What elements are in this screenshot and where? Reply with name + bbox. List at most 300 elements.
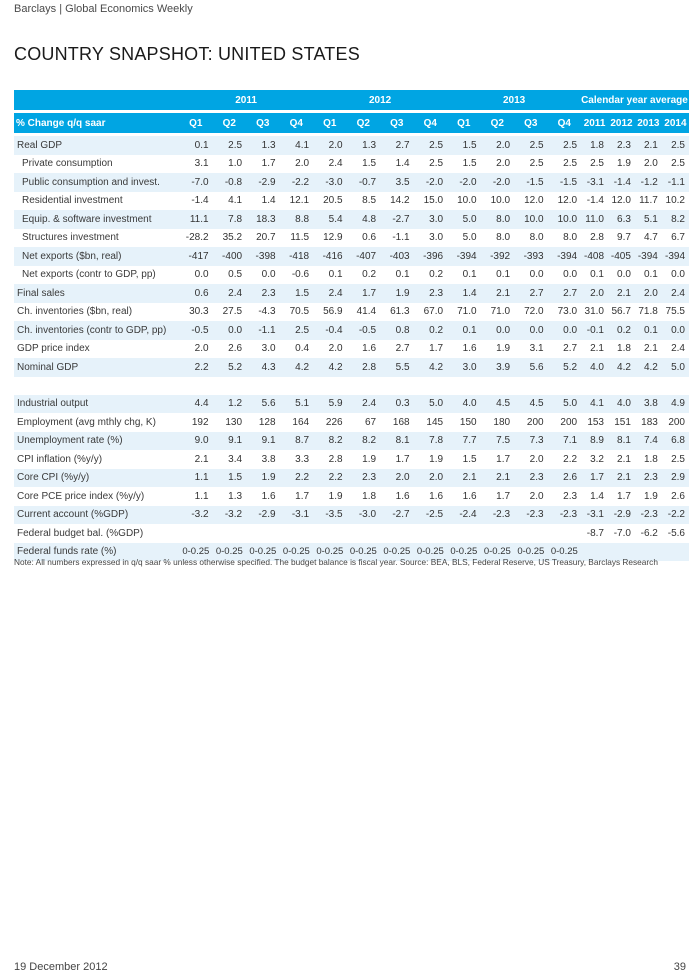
table-cell: 5.2 [213,358,247,377]
table-cell: 2.7 [395,343,410,355]
table-cell: 1.2 [213,395,247,414]
table-cell: 153 [587,416,604,428]
table-cell: 1.7 [617,490,631,502]
table-cell: 6.7 [671,232,685,244]
table-cell: 71.8 [638,306,658,318]
table-cell: 3.0 [414,210,448,229]
table-cell: 1.7 [429,343,444,355]
table-cell: 1.7 [496,453,511,465]
table-cell: 145 [426,416,444,428]
table-cell: 0.1 [496,269,511,281]
table-cell: 2.3 [414,284,448,303]
column-header-11: Q4 [548,113,582,133]
table-cell: -2.3 [548,506,582,525]
table-cell: -2.3 [514,506,548,525]
table-cell: 5.0 [447,210,481,229]
column-header-3: Q4 [280,113,314,133]
table-cell: 2.4 [671,343,685,355]
table-cell: 200 [668,416,685,428]
table-note: Note: All numbers expressed in q/q saar % unless otherwise specified. The budget balance is fiscal year. Source: BEA, BLS, Federal Reserve, US Treasury, Barclays Research [14,557,658,567]
table-cell: -0.4 [313,321,347,340]
row-label: Federal funds rate (%) [14,543,179,562]
table-cell: 1.9 [429,453,444,465]
table-cell: 2.3 [347,469,381,488]
table-cell: 1.6 [362,343,377,355]
table-cell: 180 [493,416,511,428]
table-cell: 2.1 [481,469,515,488]
table-cell: -2.5 [414,506,448,525]
table-cell: 10.0 [548,210,582,229]
table-cell: 2.3 [514,469,548,488]
table-cell: 0-0.25 [548,543,582,562]
table-cell: 2.1 [635,136,662,155]
table-cell: -1.4 [191,195,209,207]
table-cell: 2.2 [179,358,213,377]
table-cell: -405 [608,247,635,266]
table-row [14,303,689,322]
table-cell: 4.2 [280,358,314,377]
table-cell: 2.1 [608,284,635,303]
table-cell: 0.0 [617,269,631,281]
table-cell: 7.1 [548,432,582,451]
table-cell: 2.2 [563,453,578,465]
table-cell: -2.4 [447,506,481,525]
table-cell: 2.0 [529,453,544,465]
table-cell: -417 [179,247,213,266]
table-cell: 1.9 [617,158,631,170]
table-cell: 8.9 [581,432,608,451]
table-cell: 1.4 [395,158,410,170]
table-cell: 3.0 [447,358,481,377]
table-cell: -0.5 [179,321,213,340]
band-blank-cell [14,90,179,110]
table-cell: -3.2 [179,506,213,525]
row-label: Nominal GDP [14,358,179,377]
column-header-14: 2013 [635,113,662,133]
table-cell: 2.8 [347,358,381,377]
table-cell: 1.7 [347,284,381,303]
table-cell: -2.3 [481,506,515,525]
table-cell: 1.7 [395,453,410,465]
table-cell: 8.7 [280,432,314,451]
table-cell: 1.5 [462,453,477,465]
column-header-5: Q2 [347,113,381,133]
table-cell: 8.0 [481,210,515,229]
table-cell [414,524,448,543]
table-cell: -0.7 [347,173,381,192]
table-cell: 192 [191,416,209,428]
table-cell: 0.0 [194,269,209,281]
table-cell: 1.4 [447,284,481,303]
table-cell: 9.0 [179,432,213,451]
table-cell: 18.3 [246,210,280,229]
table-cell: 1.7 [261,158,276,170]
row-label: Net exports ($bn, real) [14,247,179,266]
table-cell: 1.0 [228,158,243,170]
table-cell: 5.0 [414,395,448,414]
table-cell: -418 [280,247,314,266]
table-cell: 0-0.25 [380,543,414,562]
table-cell: 2.0 [496,158,511,170]
table-cell: -2.0 [447,173,481,192]
table-cell: -2.0 [481,173,515,192]
table-cell: 8.1 [608,432,635,451]
table-cell: 0.1 [590,269,604,281]
table-row [14,136,689,155]
table-cell: 2.0 [529,490,544,502]
column-header-9: Q2 [481,113,515,133]
table-cell: 0.3 [380,395,414,414]
table-cell: 164 [292,416,310,428]
table-row [14,192,689,211]
table-row [14,247,689,266]
table-cell: -2.0 [414,173,448,192]
table-cell: 1.6 [462,490,477,502]
band-2013: 2013 [447,90,581,110]
table-cell: 2.0 [295,158,310,170]
table-cell [514,524,548,543]
table-cell: 5.2 [548,358,582,377]
table-cell: -2.9 [608,506,635,525]
table-cell: -3.1 [581,173,608,192]
table-cell: 0.0 [514,321,548,340]
column-header-10: Q3 [514,113,548,133]
table-cell: 1.9 [246,469,280,488]
table-cell: 5.0 [462,232,477,244]
table-cell: 7.3 [514,432,548,451]
table-cell: 6.3 [608,210,635,229]
table-cell: -2.2 [662,506,689,525]
table-cell: -396 [414,247,448,266]
table-cell: -394 [662,247,689,266]
table-cell: 2.0 [328,343,343,355]
table-cell: 4.1 [228,195,243,207]
table-cell [347,524,381,543]
table-cell: 8.0 [496,232,511,244]
row-label: Real GDP [14,136,179,155]
table-row [14,506,689,525]
table-cell: 1.8 [581,136,608,155]
column-header-8: Q1 [447,113,481,133]
table-cell: 8.0 [563,232,578,244]
band-2011: 2011 [179,90,313,110]
table-cell: 5.1 [635,210,662,229]
table-cell: 3.0 [429,232,444,244]
table-cell [280,524,314,543]
table-cell: -7.0 [613,527,631,539]
table-row [14,155,689,174]
row-label: Federal budget bal. (%GDP) [17,527,144,539]
table-cell: 8.0 [529,232,544,244]
table-cell: 3.1 [529,343,544,355]
table-cell: 2.5 [213,136,247,155]
country-snapshot-table [14,90,689,561]
table-cell: 2.3 [635,469,662,488]
table-cell: -8.7 [586,527,604,539]
table-cell: 2.7 [514,284,548,303]
table-cell: -4.3 [258,306,276,318]
table-cell: 2.9 [662,469,689,488]
table-cell: 183 [641,416,658,428]
table-cell: -3.0 [347,506,381,525]
table-cell: 70.5 [289,306,310,318]
table-row [14,358,689,377]
table-cell: 3.5 [380,173,414,192]
table-cell: -3.1 [581,506,608,525]
table-cell: 0.6 [179,284,213,303]
table-cell: -2.2 [280,173,314,192]
table-cell: 0.0 [548,321,582,340]
table-cell: 0-0.25 [313,543,347,562]
table-cell: 1.9 [328,490,343,502]
table-cell: 3.0 [261,343,276,355]
table-cell: -28.2 [185,232,209,244]
table-cell: 2.1 [447,469,481,488]
table-cell: -394 [447,247,481,266]
table-cell: 0.1 [179,136,213,155]
table-cell: 2.2 [313,469,347,488]
table-cell: 4.0 [447,395,481,414]
table-cell: 0.1 [635,321,662,340]
table-cell: 1.9 [380,284,414,303]
table-cell: 0.2 [414,321,448,340]
table-cell: -3.0 [313,173,347,192]
table-cell: 3.1 [194,158,209,170]
table-cell: -2.7 [380,210,414,229]
table-cell: 67 [364,416,377,428]
table-cell: 0.1 [462,269,477,281]
table-cell: 226 [325,416,343,428]
table-cell [213,524,247,543]
table-row [14,321,689,340]
table-cell: -1.4 [608,173,635,192]
row-label: Ch. inventories ($bn, real) [17,306,133,318]
table-cell: 8.8 [280,210,314,229]
table-cell: 0-0.25 [246,543,280,562]
table-cell: -6.2 [640,527,658,539]
table-cell: 1.5 [447,136,481,155]
table-cell: 3.4 [228,453,243,465]
table-cell: 1.7 [295,490,310,502]
table-cell [246,524,280,543]
band-calendar-year-average: Calendar year average [581,90,689,110]
table-cell: 11.1 [179,210,213,229]
table-row [14,395,689,414]
table-row [14,432,689,451]
table-cell: 2.0 [380,469,414,488]
table-cell: 41.4 [356,306,377,318]
table-cell: 7.4 [635,432,662,451]
table-cell: 4.2 [608,358,635,377]
table-cell: 1.1 [194,490,209,502]
table-cell: 8.2 [662,210,689,229]
table-cell: 2.5 [662,136,689,155]
table-cell: 2.1 [617,453,631,465]
table-cell: 1.8 [617,343,631,355]
table-cell: 130 [225,416,243,428]
table-cell: 1.4 [590,490,604,502]
table-cell: 0-0.25 [179,543,213,562]
table-cell: -400 [213,247,247,266]
table-cell: 2.4 [347,395,381,414]
table-cell: -7.0 [179,173,213,192]
table-cell: 1.7 [496,490,511,502]
table-cell: -2.9 [246,173,280,192]
table-row [14,229,689,248]
table-row [14,284,689,303]
table-cell: 4.1 [581,395,608,414]
table-cell: 2.3 [608,136,635,155]
table-cell: 2.5 [671,158,685,170]
table-cell: 0.0 [662,321,689,340]
table-cell: -1.1 [662,173,689,192]
table-cell: 1.6 [261,490,276,502]
table-row [14,450,689,469]
table-cell: -2.7 [380,506,414,525]
table-cell: 3.3 [295,453,310,465]
table-cell: -0.8 [213,173,247,192]
table-cell: 1.8 [643,453,658,465]
table-cell: 1.3 [228,490,243,502]
table-cell: 71.0 [457,306,477,318]
table-cell: 4.5 [481,395,515,414]
table-cell: 4.0 [608,395,635,414]
table-cell: 20.5 [323,195,343,207]
table-cell: 4.4 [179,395,213,414]
row-label: Employment (avg mthly chg, K) [17,416,156,428]
table-cell: -2.3 [635,506,662,525]
table-cell: 0.0 [481,321,515,340]
table-cell: 1.5 [362,158,377,170]
table-cell: 8.1 [380,432,414,451]
table-cell: 61.3 [390,306,410,318]
table-cell: 1.3 [246,136,280,155]
table-cell: 4.2 [414,358,448,377]
table-cell: 0.5 [228,269,243,281]
table-cell: 4.2 [635,358,662,377]
table-cell: 11.7 [639,195,658,207]
table-cell: -392 [481,247,515,266]
table-cell: 12.0 [524,195,544,207]
table-cell: 168 [392,416,410,428]
table-cell: 128 [258,416,276,428]
table-cell: 1.6 [462,343,477,355]
table-cell: 1.4 [261,195,276,207]
table-cell: -1.4 [586,195,604,207]
table-cell: 1.5 [462,158,477,170]
table-cell: 2.5 [548,136,582,155]
table-cell: 2.4 [213,284,247,303]
table-cell: -3.2 [213,506,247,525]
table-cell: 5.1 [280,395,314,414]
table-cell: 4.7 [643,232,658,244]
table-cell: -1.2 [635,173,662,192]
column-header-1: Q2 [213,113,247,133]
table-cell: 15.0 [423,195,444,207]
table-cell: 0.1 [395,269,410,281]
table-cell: -1.1 [392,232,410,244]
table-cell: 12.0 [557,195,578,207]
table-cell: 8.2 [347,432,381,451]
column-header-label: % Change q/q saar [14,113,179,133]
table-cell: 2.5 [563,158,578,170]
table-cell: 3.9 [481,358,515,377]
table-cell: 0.2 [362,269,377,281]
table-cell: 12.0 [611,195,631,207]
table-cell: 200 [560,416,578,428]
table-cell: 8.2 [313,432,347,451]
table-cell: 3.2 [590,453,604,465]
table-cell: 2.1 [608,469,635,488]
table-cell: 2.0 [313,136,347,155]
table-cell: -2.9 [246,506,280,525]
column-header-15: 2014 [662,113,689,133]
table-cell: 2.1 [590,343,604,355]
table-cell: 7.5 [481,432,515,451]
table-cell [179,524,213,543]
table-cell: 2.0 [194,343,209,355]
row-label: Unemployment rate (%) [14,432,179,451]
table-cell: 67.0 [423,306,444,318]
row-label: Equip. & software investment [14,210,179,229]
table-cell: 75.5 [665,306,685,318]
table-cell: 0.0 [563,269,578,281]
column-header-13: 2012 [608,113,635,133]
table-row [14,524,689,543]
row-label: GDP price index [17,343,90,355]
table-cell: 31.0 [584,306,604,318]
table-cell: -0.5 [347,321,381,340]
table-cell: -403 [380,247,414,266]
table-cell: 0.0 [261,269,276,281]
table-cell: 2.5 [429,158,444,170]
table-cell: -0.6 [291,269,310,281]
table-cell: 5.9 [313,395,347,414]
table-cell: 4.1 [280,136,314,155]
column-header-4: Q1 [313,113,347,133]
table-cell: 0-0.25 [514,543,548,562]
table-cell: 0-0.25 [447,543,481,562]
table-cell: 9.1 [246,432,280,451]
table-cell: 0-0.25 [481,543,515,562]
table-cell: 5.0 [548,395,582,414]
table-cell: 2.7 [548,284,582,303]
table-cell: 2.5 [280,321,314,340]
table-cell: 1.3 [347,136,381,155]
table-row [14,210,689,229]
table-cell: 7.8 [414,432,448,451]
table-cell: 2.6 [228,343,243,355]
table-cell: 1.9 [643,490,658,502]
table-cell: 1.6 [429,490,444,502]
column-header-2: Q3 [246,113,280,133]
table-row [14,487,689,506]
table-cell: 56.7 [611,306,631,318]
table-cell: 2.6 [548,469,582,488]
table-cell: 4.2 [313,358,347,377]
table-cell: 2.1 [481,284,515,303]
table-cell: 2.8 [590,232,604,244]
table-cell: 11.5 [290,232,310,244]
table-cell: 0.6 [362,232,377,244]
table-cell: 1.7 [581,469,608,488]
table-row [14,266,689,285]
table-cell: -1.5 [514,173,548,192]
year-band-row [14,90,689,110]
table-cell: 0.4 [295,343,310,355]
table-cell: 0.1 [447,321,481,340]
table-cell: 73.0 [557,306,578,318]
